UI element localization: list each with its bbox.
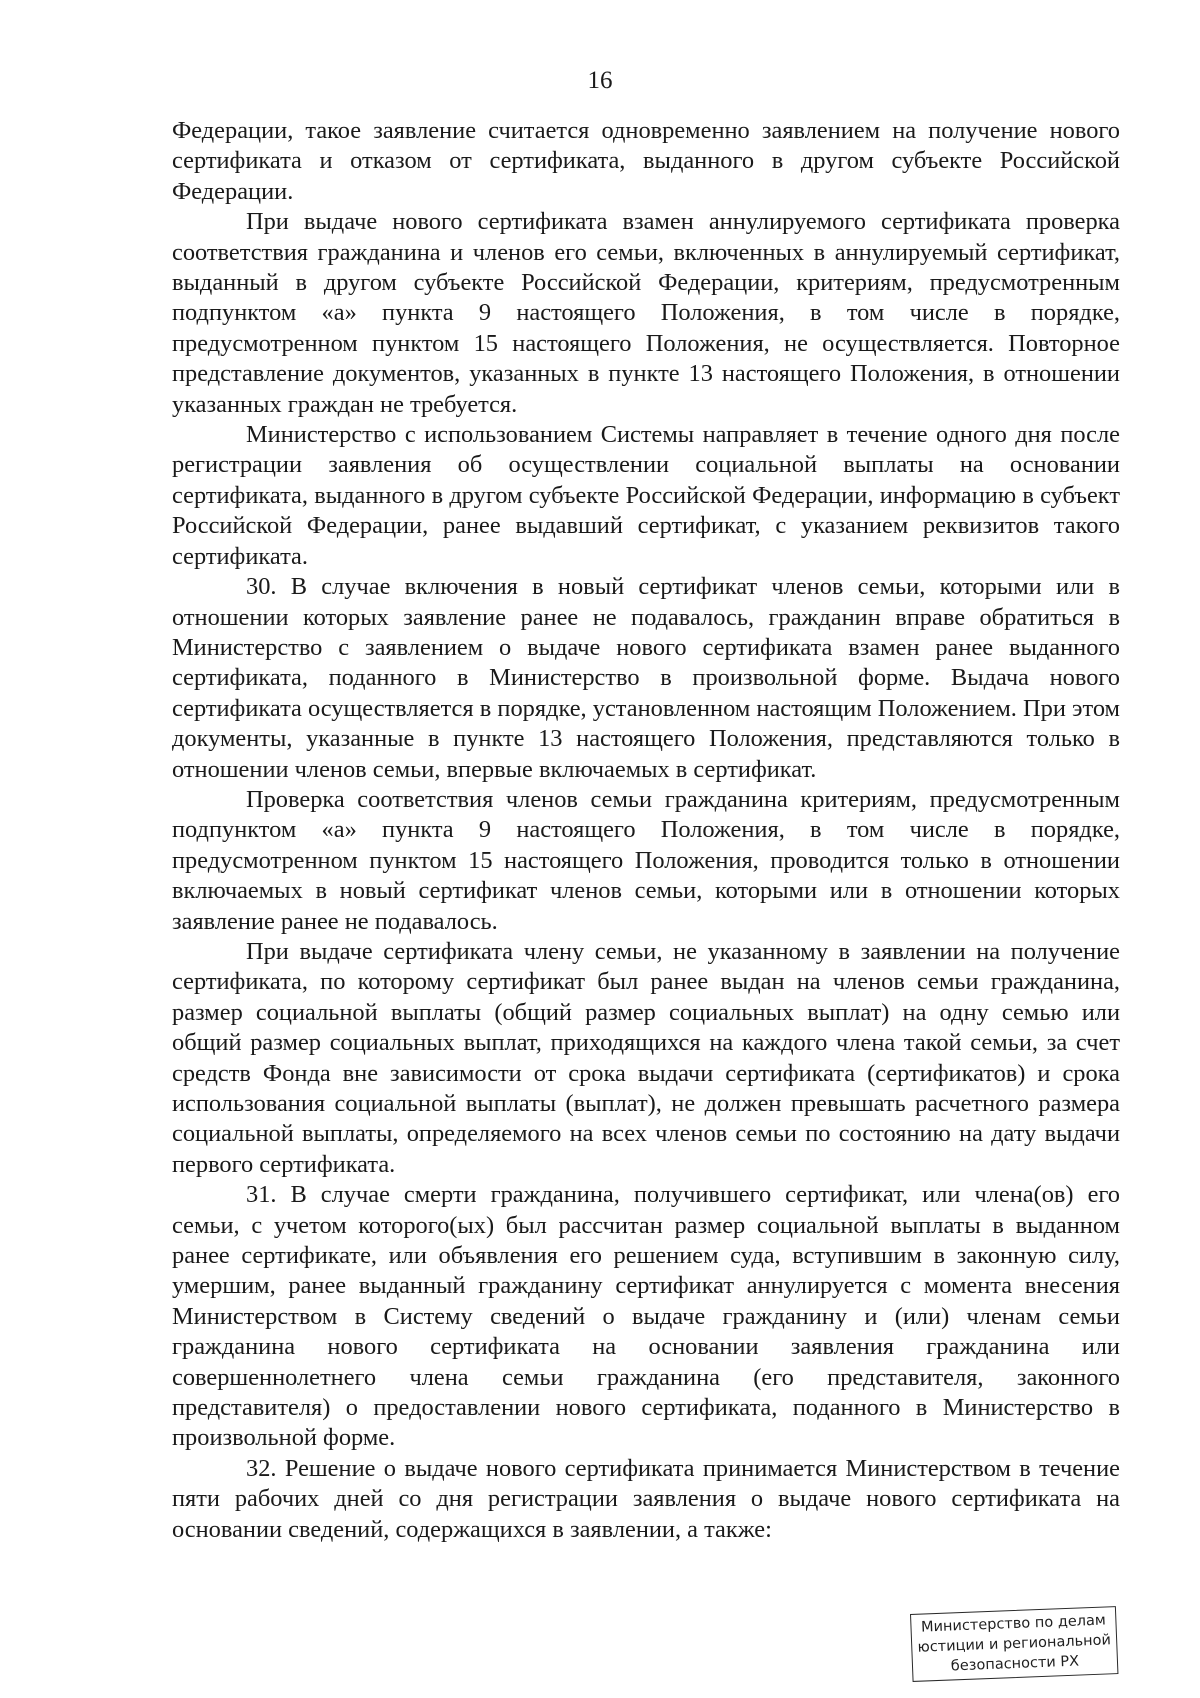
paragraph-clause-31: 31. В случае смерти гражданина, получившего сертификат, или члена(ов) его семьи, с учетом которого(ых) был рассчитан размер социальной выплаты в выданном ранее сертификате, или объявления его решением суда, вступившим в законную силу, умершим, ранее выданный гражданину сертификат аннулируется с момента внесения Министерством в Систему сведений о выдаче гражданину и (или) членам семьи гражданина нового сертификата на основании заявления гражданина или совершеннолетнего члена семьи гражданина (его представителя, законного представителя) о предоставлении нового сертификата, поданного в Министерство в произвольной форме. xyxy=(172,1181,1120,1452)
paragraph-clause-32: 32. Решение о выдаче нового сертификата принимается Министерством в течение пяти рабочих дней со дня регистрации заявления о выдаче нового сертификата на основании сведений, содержащихся в заявлении, а также: xyxy=(172,1454,1120,1543)
paragraph-certificate-verification: При выдаче нового сертификата взамен аннулируемого сертификата проверка соответствия гражданина и членов его семьи, включенных в аннулируемый сертификат, выданный в другом субъекте Российской Федерации, критериям, предусмотренным подпунктом «а» пункта 9 настоящего Положения, в том числе в порядке, предусмотренном пунктом 15 настоящего Положения, не осуществляется. Повторное представление документов, указанных в пункте 13 настоящего Положения, в отношении указанных граждан не требуется. xyxy=(172,208,1120,418)
paragraph-family-verification: Проверка соответствия членов семьи гражданина критериям, предусмотренным подпунктом «а» пункта 9 настоящего Положения, в том числе в порядке, предусмотренном пунктом 15 настоящего Положения, проводится только в отношении включаемых в новый сертификат членов семьи, которыми или в отношении которых заявление ранее не подавалось. xyxy=(172,785,1120,935)
stamp-line-3: безопасности РХ xyxy=(950,1653,1080,1675)
paragraph-continuation: Федерации, такое заявление считается одновременно заявлением на получение нового сертификата и отказом от сертификата, выданного в другом субъекте Российской Федерации. xyxy=(172,117,1120,205)
stamp-line-2: юстиции и региональной xyxy=(917,1632,1112,1656)
ministry-stamp xyxy=(910,1606,1118,1682)
page-number: 16 xyxy=(587,67,613,94)
stamp-line-1: Министерство по делам xyxy=(920,1612,1107,1636)
document-body xyxy=(172,116,1120,1545)
paragraph-ministry-notification: Министерство с использованием Системы направляет в течение одного дня после регистрации заявления об осуществлении социальной выплаты на основании сертификата, выданного в другом субъекте Российской Федерации, информацию в субъект Российской Федерации, ранее выдавший сертификат, с указанием реквизитов такого сертификата. xyxy=(172,421,1120,570)
paragraph-payment-limit: При выдаче сертификата члену семьи, не указанному в заявлении на получение сертификата, по которому сертификат был ранее выдан на членов семьи гражданина, размер социальной выплаты (общий размер социальных выплат) на одну семью или общий размер социальных выплат, приходящихся на каждого члена такой семьи, за счет средств Фонда вне зависимости от срока выдачи сертификата (сертификатов) и срока использования социальной выплаты (выплат), не должен превышать расчетного размера социальной выплаты, определяемого на всех членов семьи по состоянию на дату выдачи первого сертификата. xyxy=(172,937,1120,1178)
paragraph-clause-30: 30. В случае включения в новый сертификат членов семьи, которыми или в отношении которых заявление ранее не подавалось, гражданин вправе обратиться в Министерство с заявлением о выдаче нового сертификата взамен ранее выданного сертификата, поданного в Министерство в произвольной форме. Выдача нового сертификата осуществляется в порядке, установленном настоящим Положением. При этом документы, указанные в пункте 13 настоящего Положения, представляются только в отношении членов семьи, впервые включаемых в сертификат. xyxy=(172,573,1120,783)
